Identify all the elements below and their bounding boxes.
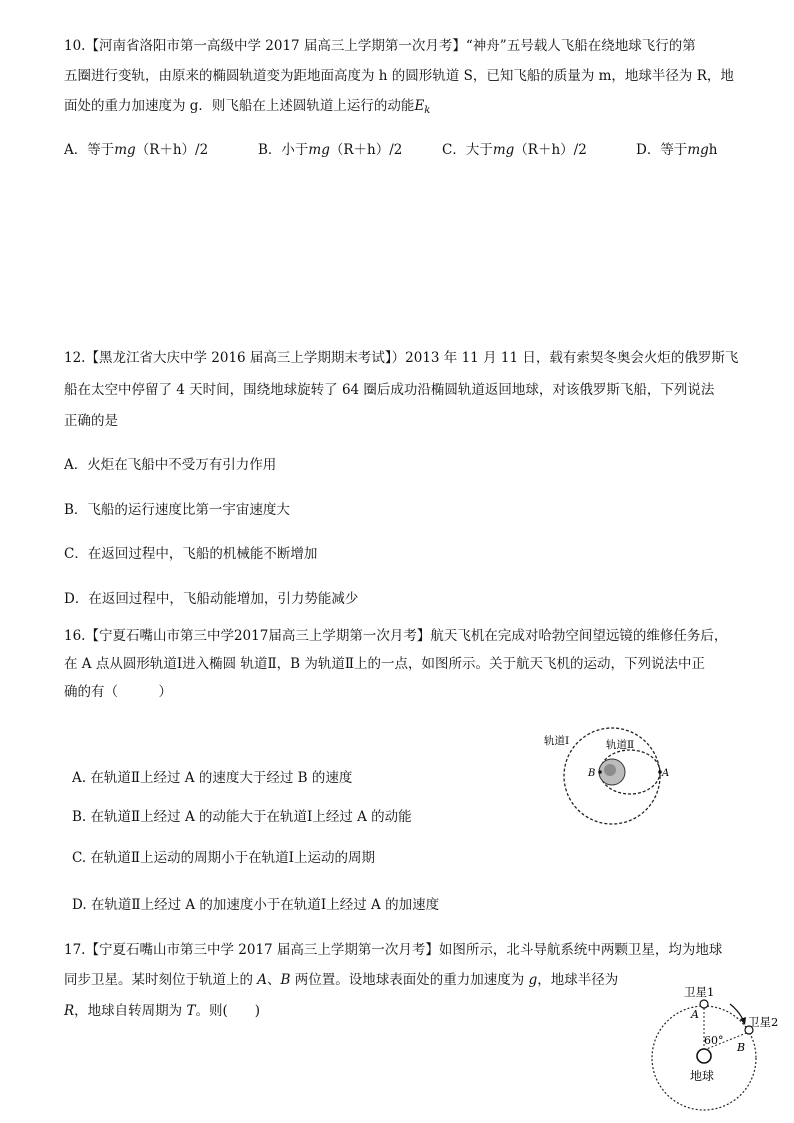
- q17-line-3-a: ，地球自转周期为: [74, 1003, 187, 1019]
- q17-var-g: g: [528, 972, 538, 988]
- q10-line-3-text: 面处的重力加速度为 g．则飞船在上述圆轨道上运行的动能: [64, 98, 415, 114]
- q12-option-a: A．火炬在飞船中不受万有引力作用: [64, 457, 277, 473]
- q10-line-3: [64, 96, 430, 121]
- q10-option-c-suffix: （R＋h）/2: [514, 142, 587, 158]
- q17-line-2-b: 、: [267, 972, 281, 988]
- q17-satellite-diagram: [640, 982, 790, 1122]
- q17-line-2-c: 两位置。设地球表面处的重力加速度为: [290, 972, 529, 988]
- q12-line-1: 12.【黑龙江省大庆中学 2016 届高三上学期期末考试】）2013 年 11 月 11 日，载有索契冬奥会火炬的俄罗斯飞: [64, 350, 739, 366]
- q10-option-b: [258, 140, 402, 160]
- earth-label: 地球: [690, 1069, 715, 1083]
- q12-option-c: C．在返回过程中，飞船的机械能不断增加: [64, 546, 318, 562]
- earth-texture: [604, 764, 616, 776]
- q10-option-d: [636, 140, 717, 160]
- orbit-2-label: 轨道Ⅱ: [606, 739, 635, 751]
- q10-option-c-prefix: C．大于: [442, 142, 493, 158]
- q12-option-d: D．在返回过程中，飞船动能增加，引力势能减少: [64, 591, 359, 607]
- point-a-label: A: [691, 1008, 699, 1021]
- point-b-label: B: [737, 1041, 746, 1054]
- satellite-1-dot: [700, 1000, 708, 1008]
- point-a-label: A: [662, 768, 670, 779]
- q10-option-d-prefix: D．等于: [636, 142, 688, 158]
- q16-line-1: 16.【宁夏石嘴山市第三中学2017届高三上学期第一次月考】航天飞机在完成对哈勃空间望远镜的维修任务后，: [64, 628, 728, 644]
- q16-orbit-diagram: [540, 720, 680, 835]
- q17-var-t: T: [186, 1003, 196, 1019]
- q10-option-b-prefix: B．小于: [258, 142, 309, 158]
- q10-line-2: 五圈进行变轨，由原来的椭圆轨道变为距地面高度为 h 的圆形轨道 S，已知飞船的质量为 m，地球半径为 R，地: [64, 68, 734, 84]
- q16-option-a: A. 在轨道Ⅱ上经过 A 的速度大于经过 B 的速度: [72, 770, 353, 786]
- q10-option-a-prefix: A．等于: [64, 142, 115, 158]
- q16-option-d: D. 在轨道Ⅱ上经过 A 的加速度小于在轨道Ⅰ上经过 A 的加速度: [72, 897, 440, 913]
- point-b-label: B: [588, 768, 596, 779]
- earth-circle: [697, 1049, 711, 1063]
- q12-line-2: 船在太空中停留了 4 天时间，围绕地球旋转了 64 圈后成功沿椭圆轨道返回地球，对该俄罗斯飞船，下列说法: [64, 382, 715, 398]
- q10-option-d-suffix: h: [708, 142, 718, 158]
- q10-option-a-suffix: （R＋h）/2: [135, 142, 209, 158]
- angle-label: 60°: [704, 1034, 724, 1047]
- q16-option-b: B. 在轨道Ⅱ上经过 A 的动能大于在轨道Ⅰ上经过 A 的动能: [72, 809, 412, 825]
- q10-line-1: 10.【河南省洛阳市第一高级中学 2017 届高三上学期第一次月考】“神舟”五号载人飞船在绕地球飞行的第: [64, 38, 696, 54]
- q17-var-r: R: [64, 1003, 75, 1019]
- satellite-1-label: 卫星1: [684, 985, 715, 999]
- q10-option-c: [442, 140, 587, 160]
- q10-option-b-suffix: （R＋h）/2: [329, 142, 403, 158]
- q10-ek-subscript: k: [424, 105, 431, 116]
- q17-var-b: B: [280, 972, 291, 988]
- q17-line-1: 17.【宁夏石嘴山市第三中学 2017 届高三上学期第一次月考】如图所示，北斗导航系统中两颗卫星，均为地球: [64, 942, 723, 958]
- q10-option-c-var: mg: [492, 142, 515, 158]
- q10-ek-symbol: E: [414, 98, 425, 114]
- q16-option-c: C. 在轨道Ⅱ上运动的周期小于在轨道Ⅰ上运动的周期: [72, 850, 375, 866]
- q17-line-3: [64, 1001, 260, 1021]
- orbit-1-label: 轨道Ⅰ: [544, 735, 570, 747]
- q12-line-3: 正确的是: [64, 413, 118, 429]
- q17-var-a: A: [257, 972, 268, 988]
- point-b-dot: [598, 770, 602, 774]
- satellite-2-label: 卫星2: [748, 1015, 779, 1029]
- q16-line-2: 在 A 点从圆形轨道Ⅰ进入椭圆 轨道Ⅱ，B 为轨道Ⅱ上的一点，如图所示。关于航天飞机的运动，下列说法中正: [64, 656, 706, 672]
- q17-line-2-d: ，地球半径为: [537, 972, 619, 988]
- q17-line-2-a: 同步卫星。某时刻位于轨道上的: [64, 972, 258, 988]
- q17-line-2: [64, 970, 618, 990]
- q16-line-3: 确的有（ ）: [64, 684, 172, 700]
- q10-option-d-var: mg: [687, 142, 709, 158]
- q10-option-a: [64, 140, 208, 160]
- q10-option-a-var: mg: [114, 142, 136, 158]
- q17-line-3-b: 。则( ): [195, 1003, 261, 1019]
- q10-option-b-var: mg: [308, 142, 330, 158]
- q12-option-b: B．飞船的运行速度比第一宇宙速度大: [64, 502, 290, 518]
